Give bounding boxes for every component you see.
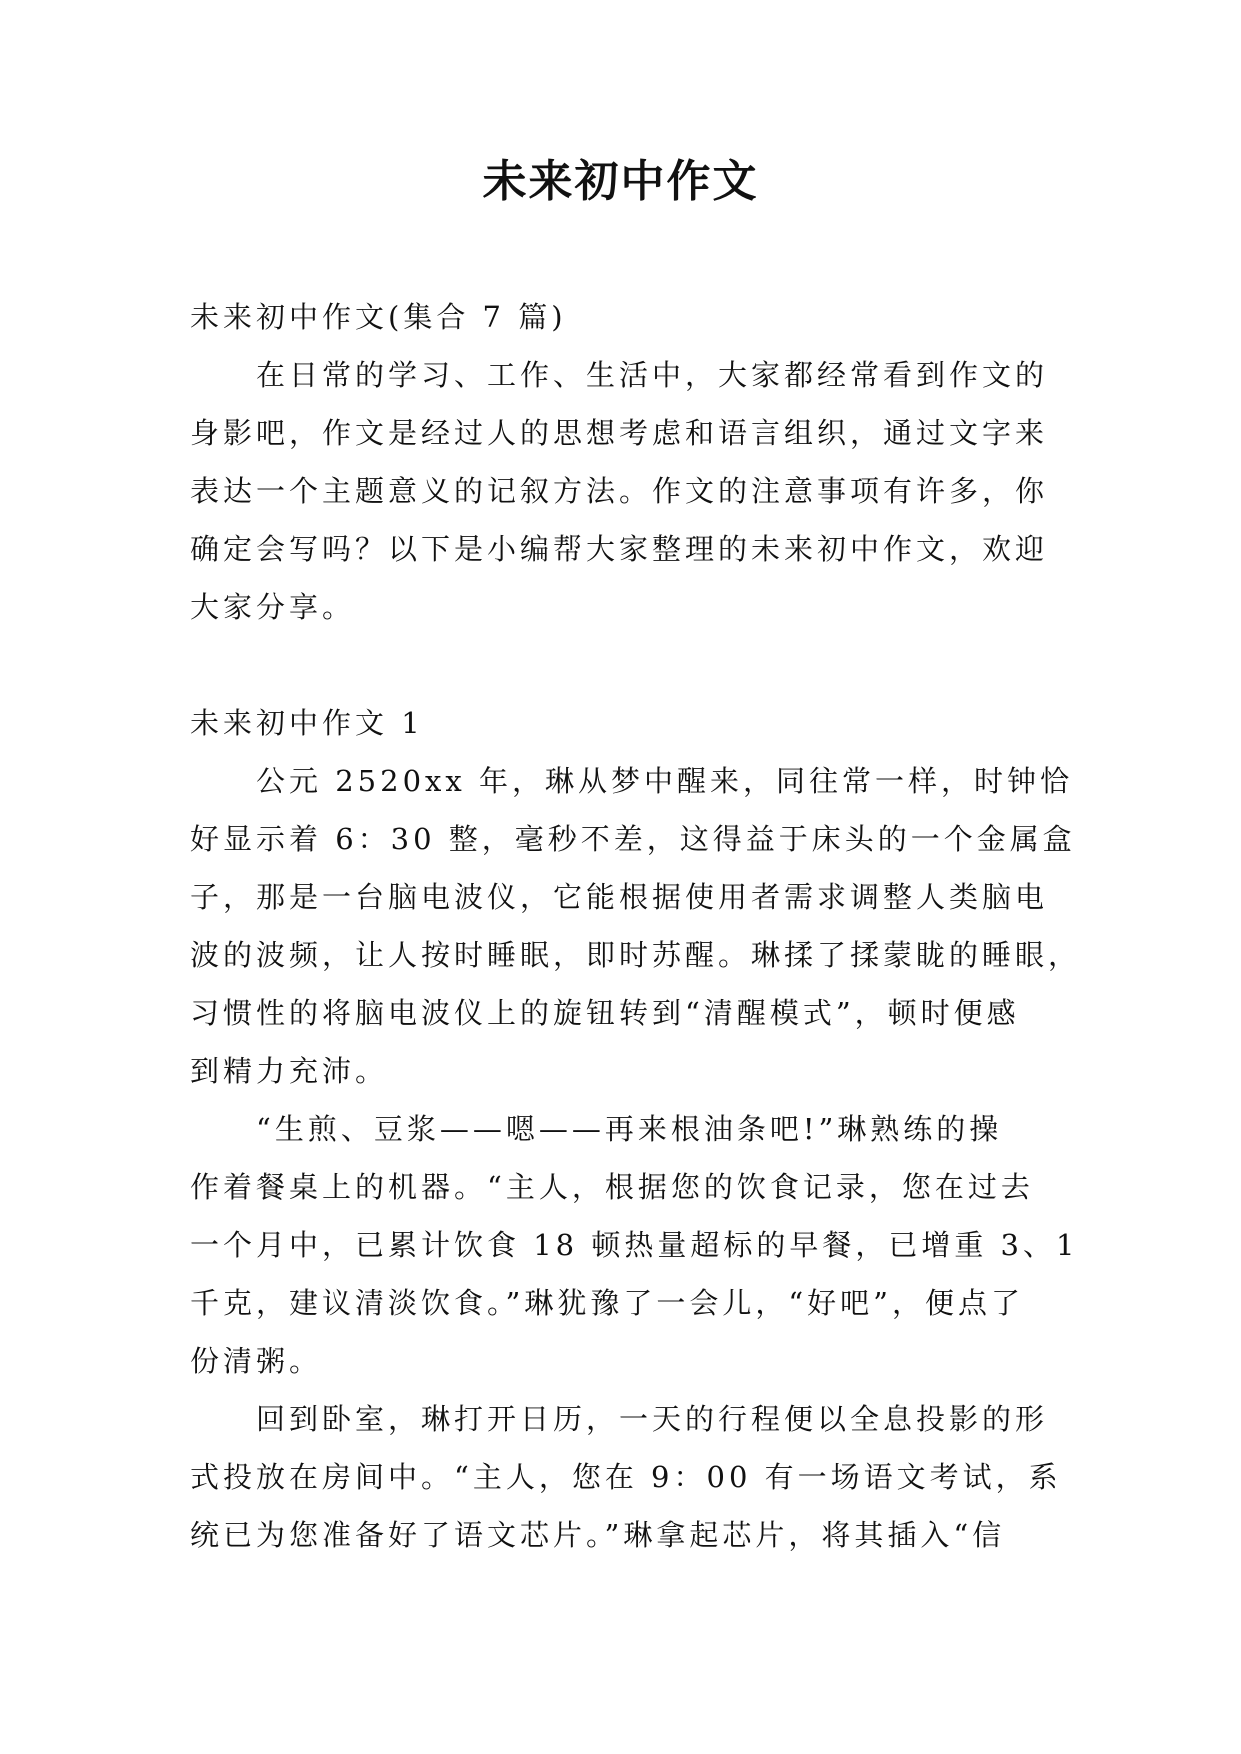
text-line: 份清粥。 [190, 1344, 323, 1378]
section1-paragraph-3 [190, 1390, 1062, 1564]
intro-paragraph [190, 346, 1053, 636]
text-line: 公元 2520xx 年，琳从梦中醒来，同往常一样，时钟恰 [256, 764, 1073, 798]
text-line: “生煎、豆浆——嗯——再来根油条吧!”琳熟练的操 [256, 1112, 1003, 1146]
text-line: 一个月中，已累计饮食 18 顿热量超标的早餐，已增重 3、1 [190, 1228, 1079, 1262]
text-line: 波的波频，让人按时睡眠，即时苏醒。琳揉了揉蒙眬的睡眼， [190, 938, 1082, 972]
text-line: 表达一个主题意义的记叙方法。作文的注意事项有许多，你 [190, 474, 1049, 508]
text-line: 习惯性的将脑电波仪上的旋钮转到“清醒模式”，顿时便感 [190, 996, 1020, 1030]
text-line: 作着餐桌上的机器。“主人，根据您的饮食记录，您在过去 [190, 1170, 1034, 1204]
section-heading: 未来初中作文 1 [190, 706, 424, 740]
text-line: 身影吧，作文是经过人的思想考虑和语言组织，通过文字来 [190, 416, 1049, 450]
section1-paragraph-1 [190, 752, 1082, 1100]
text-line: 大家分享。 [190, 590, 356, 624]
text-line: 在日常的学习、工作、生活中，大家都经常看到作文的 [256, 358, 1049, 392]
text-line: 式投放在房间中。“主人，您在 9：00 有一场语文考试，系 [190, 1460, 1062, 1494]
text-line: 回到卧室，琳打开日历，一天的行程便以全息投影的形 [256, 1402, 1049, 1436]
text-line: 千克，建议清淡饮食。”琳犹豫了一会儿，“好吧”，便点了 [190, 1286, 1024, 1320]
section-gap [190, 636, 1053, 694]
text-line: 到精力充沛。 [190, 1054, 389, 1088]
text-line: 好显示着 6：30 整，毫秒不差，这得益于床头的一个金属盒 [190, 822, 1076, 856]
section1-paragraph-2 [190, 1100, 1079, 1390]
text-line: 确定会写吗？以下是小编帮大家整理的未来初中作文，欢迎 [190, 532, 1049, 566]
document-subtitle: 未来初中作文(集合 7 篇) [190, 300, 567, 334]
document-title: 未来初中作文 [482, 156, 759, 207]
document-body [190, 288, 1082, 1564]
text-line: 子，那是一台脑电波仪，它能根据使用者需求调整人类脑电 [190, 880, 1049, 914]
text-line: 统已为您准备好了语文芯片。”琳拿起芯片，将其插入“信 [190, 1518, 1006, 1552]
